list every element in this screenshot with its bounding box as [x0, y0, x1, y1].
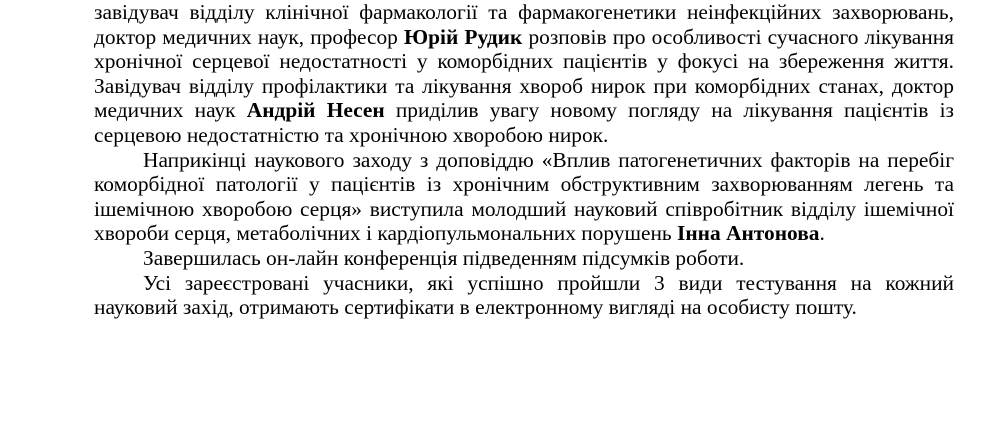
text-span: розповів про особливості сучасного лікування хронічної серцевої недостатності у коморбідних пацієнтів у фокусі на збереження життя. Завідувач відділу профілактики та лікування хвороб нирок при коморбідних станах, доктор медичних наук — [94, 24, 954, 123]
speaker-name-nesen: Андрій Несен — [246, 98, 385, 123]
paragraph-conference-end — [94, 246, 954, 271]
text-span: . — [819, 221, 825, 246]
text-span: приділив увагу новому погляду на лікування пацієнтів із серцевою недостатністю та хронічною хворобою нирок. — [94, 98, 954, 147]
text-span: Усі зареєстровані учасники, які успішно пройшли 3 види тестування на кожний науковий захід, отримають сертифікати в електронному вигляді на особисту пошту. — [94, 270, 954, 320]
speaker-name-antonova: Інна Антонова — [677, 221, 820, 246]
speaker-name-rudyk: Юрій Рудик — [404, 24, 523, 49]
paragraph-speakers — [94, 0, 954, 148]
paragraph-closing-report — [94, 148, 954, 246]
text-span: Завершилась он-лайн конференція підведенням підсумків роботи. — [143, 245, 745, 270]
text-span: завідувач відділу клінічної фармакології та фармакогенетики неінфекційних захворювань, доктор медичних наук, професор — [94, 0, 954, 49]
paragraph-certificates — [94, 271, 954, 320]
document-page — [94, 0, 954, 320]
text-span: Наприкінці наукового заходу з доповіддю «Вплив патогенетичних факторів на перебіг коморбідної патології у пацієнтів із хронічним обструктивним захворюванням легень та ішемічною хворобою серця» виступила молодший науковий співробітник відділу ішемічної хвороби серця, метаболічних і кардіопульмональних порушень — [94, 147, 954, 246]
